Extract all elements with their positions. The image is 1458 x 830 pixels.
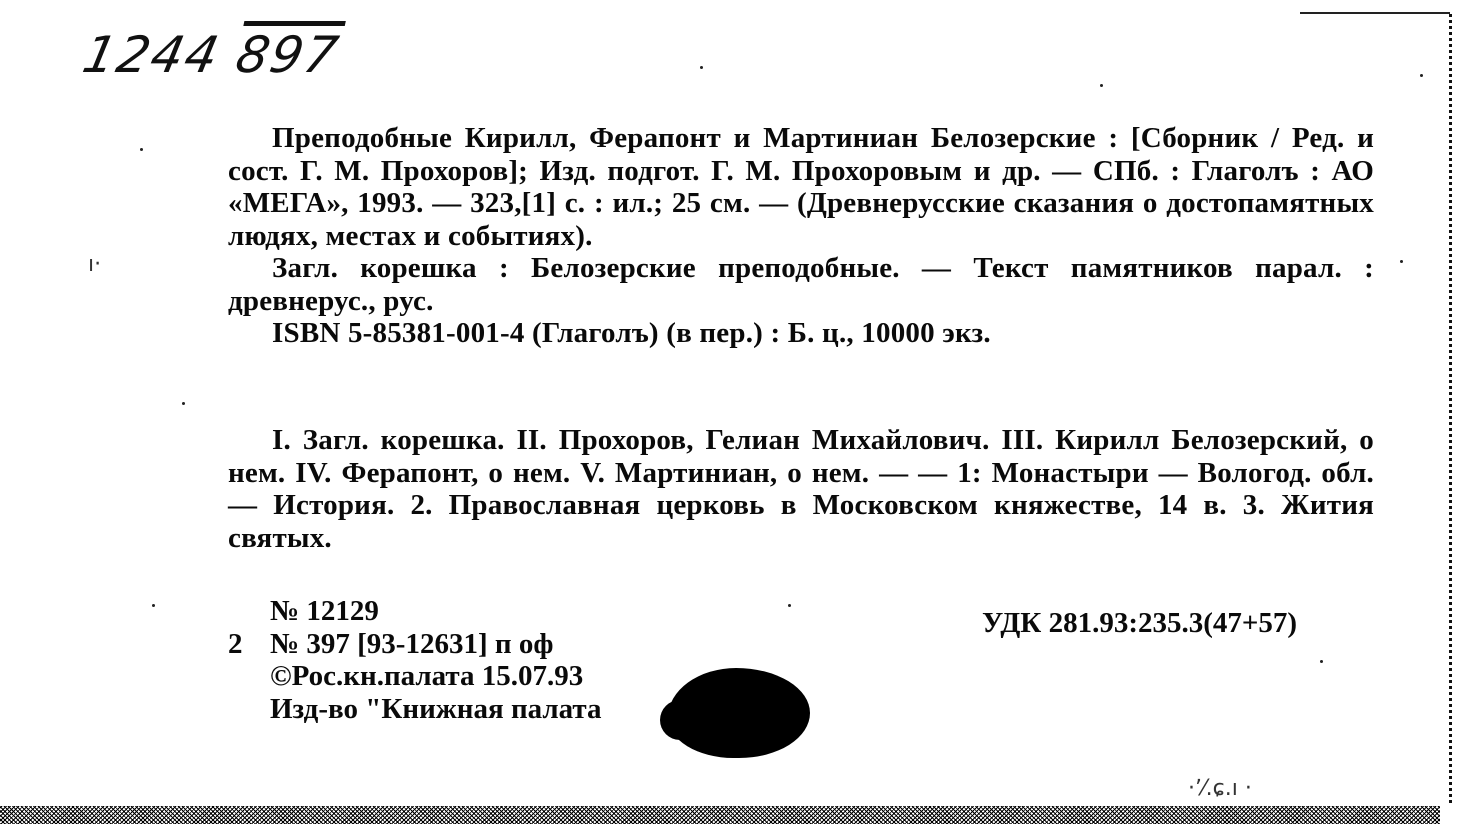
stray-mark-left: ı· <box>88 252 102 277</box>
right-edge-border <box>1449 14 1452 804</box>
spine-title-paragraph: Загл. корешка : Белозерские преподобные. — Текст памятников парал. : древнерус., рус. <box>228 252 1374 317</box>
title-paragraph: Преподобные Кирилл, Ферапонт и Мартиниан Белозерские : [Сборник / Ред. и сост. Г. М. Прохоров]; Изд. подгот. Г. М. Прохоровым и др. — СПб. : Глаголъ : АО «МЕГА», 1993. — 323,[1] с. : ил.; 25 см. — (Древнерусские сказания о достопамятных людях, местах и событиях). <box>228 122 1374 252</box>
speck <box>182 402 185 405</box>
speck <box>1400 260 1403 263</box>
registration-footer <box>228 595 602 725</box>
registration-row-2 <box>228 628 602 661</box>
handwritten-inventory-number <box>78 26 345 84</box>
speck <box>788 604 791 607</box>
bibliographic-description <box>228 122 1374 350</box>
ink-blot-small <box>660 700 700 740</box>
top-edge-line <box>1300 12 1450 14</box>
speck <box>140 148 143 151</box>
stray-mark-bottom: ·ʼ⁄.ɕ.ı · <box>1188 776 1252 801</box>
subject-headings <box>228 424 1374 554</box>
row-prefix: 2 <box>228 627 243 660</box>
speck <box>1100 84 1103 87</box>
handwritten-number-main: 1244 <box>77 26 226 84</box>
udk-code: УДК 281.93:235.3(47+57) <box>982 607 1298 639</box>
handwritten-number-overline: 897 <box>230 26 345 84</box>
halftone-bottom-strip <box>0 806 1440 824</box>
isbn-paragraph: ISBN 5-85381-001-4 (Глаголъ) (в пер.) : Б. ц., 10000 экз. <box>272 317 991 349</box>
registration-number-1: № 12129 <box>270 595 379 627</box>
copyright-line: ©Рос.кн.палата 15.07.93 <box>270 660 584 692</box>
registration-number-2: № 397 [93-12631] п оф <box>270 627 554 660</box>
speck <box>700 66 703 69</box>
speck <box>1320 660 1323 663</box>
speck <box>1420 74 1423 77</box>
publisher-line: Изд-во "Книжная палата <box>270 692 602 725</box>
subjects-paragraph: I. Загл. корешка. II. Прохоров, Гелиан Михайлович. III. Кирилл Белозерский, о нем. IV. Ферапонт, о нем. V. Мартиниан, о нем. — — 1: Монастыри — Вологод. обл. — История. 2. Православная церковь в Московском княжестве, 14 в. 3. Жития святых. <box>228 424 1374 554</box>
speck <box>152 604 155 607</box>
